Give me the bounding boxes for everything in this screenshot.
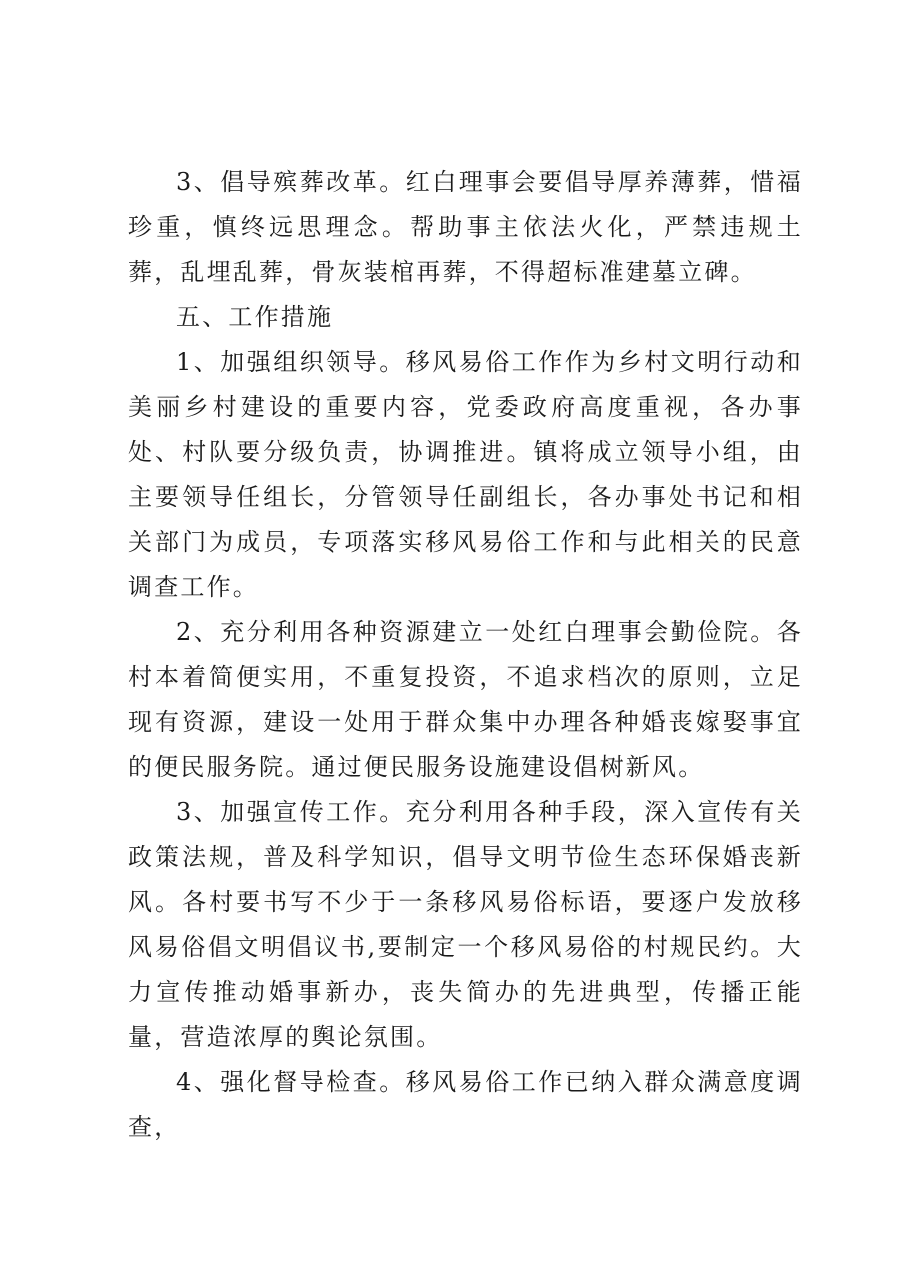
document-body xyxy=(128,160,803,1150)
paragraph-funeral-reform: 3、倡导殡葬改革。红白理事会要倡导厚养薄葬，惜福珍重，慎终远思理念。帮助事主依法火化，严禁违规土葬，乱埋乱葬，骨灰装棺再葬，不得超标准建墓立碑。 xyxy=(128,168,803,286)
section-heading-work-measures: 五、工作措施 xyxy=(176,303,334,331)
paragraph-supervision-inspection: 4、强化督导检查。移风易俗工作已纳入群众满意度调查， xyxy=(128,1068,803,1141)
paragraph-resource-utilization: 2、充分利用各种资源建立一处红白理事会勤俭院。各村本着简便实用，不重复投资，不追求档次的原则，立足现有资源，建设一处用于群众集中办理各种婚丧嫁娶事宜的便民服务院。通过便民服务设施建设倡树新风。 xyxy=(128,618,803,781)
paragraph-organization-leadership: 1、加强组织领导。移风易俗工作作为乡村文明行动和美丽乡村建设的重要内容，党委政府高度重视，各办事处、村队要分级负责，协调推进。镇将成立领导小组，由主要领导任组长，分管领导任副组长，各办事处书记和相关部门为成员，专项落实移风易俗工作和与此相关的民意调查工作。 xyxy=(128,348,803,601)
paragraph-publicity-work: 3、加强宣传工作。充分利用各种手段，深入宣传有关政策法规，普及科学知识，倡导文明节俭生态环保婚丧新风。各村要书写不少于一条移风易俗标语，要逐户发放移风易俗倡文明倡议书,要制定一个移风易俗的村规民约。大力宣传推动婚事新办，丧失简办的先进典型，传播正能量，营造浓厚的舆论氛围。 xyxy=(128,798,803,1051)
